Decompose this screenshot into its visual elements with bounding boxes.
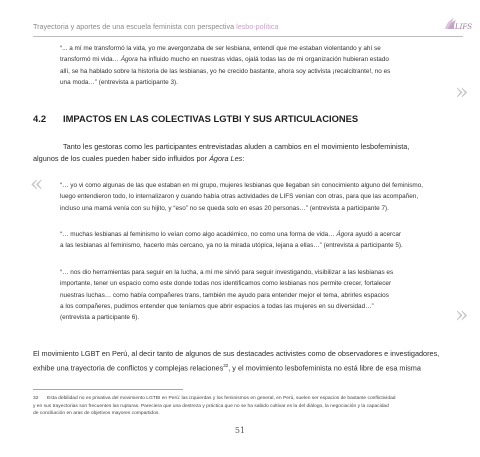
blockquote-participant-5: [60, 229, 455, 252]
quote-line: (entrevista a participante 6).: [60, 314, 140, 322]
quote-line: allí, se ha hablado sobre la historia de las lesbianas, yo he crecido bastante, ahora soy activista ¡recalcitrante!, no es: [60, 67, 391, 75]
closing-quote-mark-icon: »: [455, 80, 469, 105]
page-number: 51: [234, 426, 246, 435]
quote-line: “… nos dio herramientas para seguir en la lucha, a mí me sirvió para seguir investigando, visibilizar a las lesbianas es: [60, 269, 394, 276]
running-header: [33, 22, 463, 31]
intro-paragraph: [33, 141, 463, 165]
footnote-line: 32 Esta debilidad no es privativa del movimiento LGTBI en Perú: las izquierdas y los feminismos en general, en Perú, suelen ser espacios de bastante conflictividad: [33, 396, 396, 401]
quote-line: “… yo vi como algunas de las que estaban en mi grupo, mujeres lesbianas que llegaban sin conocimiento alguno del feminismo,: [60, 182, 424, 189]
footnote: [33, 395, 463, 418]
header-title-accent: lesbo-política: [236, 22, 279, 31]
paragraph-line: Tanto les gestoras como les participantes entrevistadas aluden a cambios en el movimiento lesbofeminista,: [63, 142, 410, 151]
footnote-line: y en sus trayectorias son frecuentes las rupturas. Pareciera que una destreza y práctica que no se ha sabido cultivar es la del diálogo, la negociación y la capacidad: [33, 403, 389, 409]
paragraph-line: exhibe una trayectoria de conflictos y complejas relaciones$^{32}$, y el movimiento lesbofeminista no está libre de esa misma: [33, 363, 421, 373]
paragraph-line: El movimiento LGBT en Perú, al decir tanto de algunos de sus destacades activistes como de observadores e investigadores,: [33, 349, 440, 358]
quote-line: nuestras luchas… como había compañeres trans, también me ayudo para entender mejor el tema, abrirles espacios: [60, 291, 389, 299]
header-title: Trayectoria y aportes de una escuela feminista con perspectiva: [33, 22, 237, 31]
blockquote-participant-3: [60, 43, 455, 88]
quote-line: a los compañeres, pudimos entender que teníamos que abrir espacios a todas las mujeres en su diversidad…”: [60, 302, 374, 310]
quote-line: luego entendieron todo, lo internalizaron y cuando había otras actividades de LIFS venían con otras, para que las acompañen,: [60, 193, 419, 201]
section-number: 4.2: [33, 113, 47, 124]
closing-paragraph: [33, 348, 473, 374]
section-heading: [33, 113, 358, 124]
section-title: IMPACTOS EN LAS COLECTIVAS LGTBI Y SUS ARTICULACIONES: [63, 113, 359, 124]
footnote-number: 32: [33, 396, 39, 401]
quote-line: una moda…” (entrevista a participante 3).: [60, 78, 178, 86]
paragraph-line: algunos de los cuales pueden haber sido influidos por Ágora Les:: [33, 154, 245, 163]
quote-line: incluso una mamá venía con su hijito, y “eso” no se queda solo en esas 20 personas…” (entrevista a participante 7).: [60, 204, 389, 212]
blockquote-participant-6: [60, 267, 455, 323]
closing-quote-mark-icon: »: [455, 303, 469, 328]
quote-line: importante, tener un espacio como este donde todas nos identificamos como lesbianas nos permite crecer, fortalecer: [60, 280, 392, 288]
quote-line: transformó mi vida… Ágora ha influido mucho en nuestras vidas, ojalá todas las de mi organización hubieran estado: [60, 56, 389, 64]
quote-line: “... a mí me transformó la vida, yo me avergonzaba de ser lesbiana, entendí que me estaban violentando y ahí se: [60, 45, 381, 52]
opening-quote-mark-icon: «: [30, 172, 44, 197]
blockquote-participant-7: [60, 180, 455, 214]
logo-text: LIFS: [455, 23, 473, 31]
footnote-line: de conciliación en aras de objetivos mayores compartidos.: [33, 411, 160, 417]
quote-line: a las lesbianas al feminismo, hacerlo más cercano, ya no la mirada utópica, lejana a ellas…” (entrevista a participante 5).: [60, 242, 403, 250]
quote-line: “… muchas lesbianas al feminismo lo veían como algo académico, no como una forma de vida… Ágora ayudó a acercar: [60, 231, 402, 238]
footnote-divider: [33, 389, 183, 390]
lifs-logo: [442, 16, 473, 32]
footnote-reference: 32: [223, 363, 229, 368]
header-divider: [33, 36, 463, 37]
